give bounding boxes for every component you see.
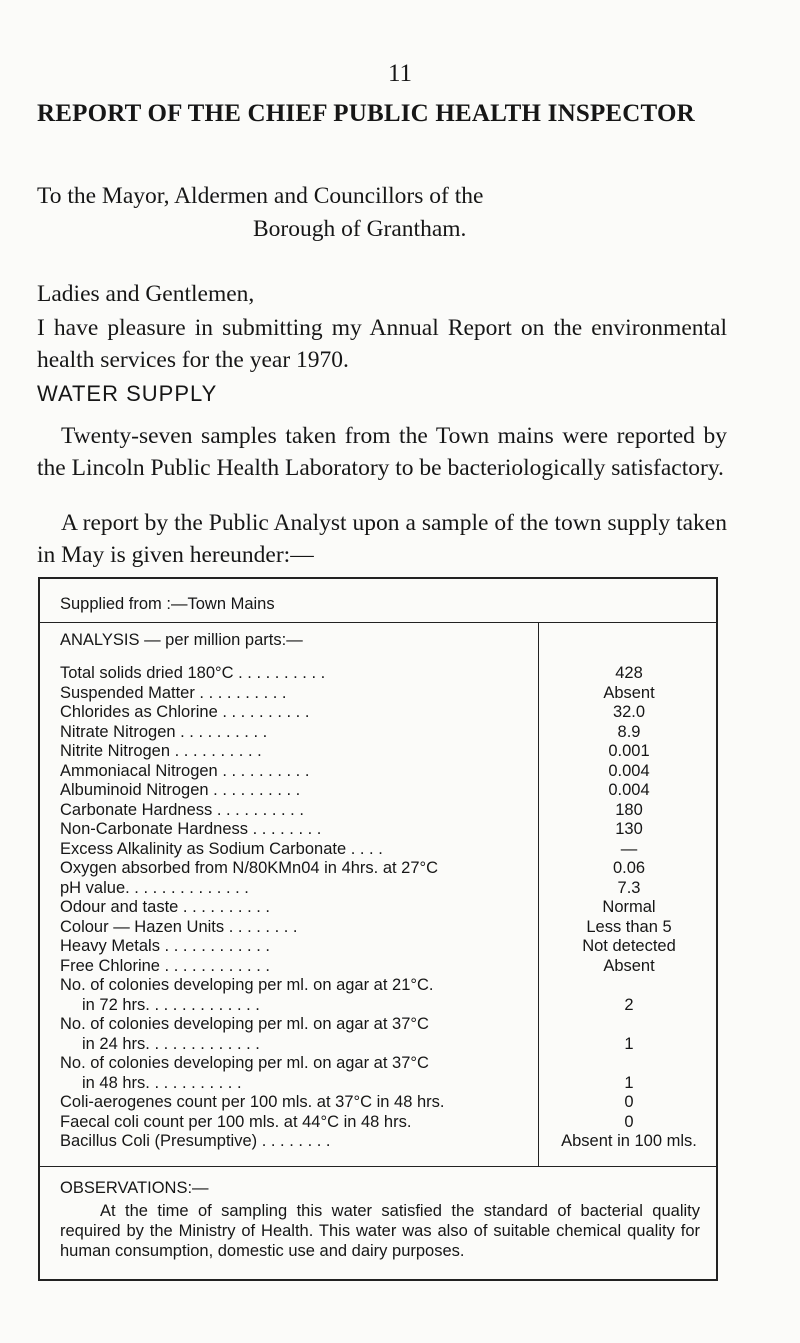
- supplied-from: Supplied from :—Town Mains: [60, 595, 275, 613]
- row-label: Free Chlorine . . . . . . . . . . . .: [60, 956, 270, 975]
- row-value: 2: [624, 995, 634, 1014]
- row-label: Chlorides as Chlorine . . . . . . . . . .: [60, 703, 310, 721]
- table-row: [60, 957, 720, 977]
- row-label-line: No. of colonies developing per ml. on agar at 37°C: [60, 1054, 429, 1072]
- table-row: [60, 1054, 720, 1093]
- row-value: 0: [624, 1112, 634, 1131]
- row-label: Total solids dried 180°C . . . . . . . . . .: [60, 664, 326, 682]
- row-label: Coli-aerogenes count per 100 mls. at 37°C in 48 hrs.: [60, 1093, 445, 1111]
- row-value: 0.004: [608, 761, 650, 780]
- analysis-heading: ANALYSIS — per million parts:—: [60, 631, 303, 649]
- table-row: [60, 684, 720, 704]
- row-value: 1: [624, 1073, 634, 1092]
- row-value: Not detected: [582, 937, 676, 955]
- observations-heading: OBSERVATIONS:—: [60, 1179, 209, 1197]
- row-label: [60, 1015, 538, 1054]
- row-value: Absent: [603, 683, 655, 702]
- row-label: pH value. . . . . . . . . . . . . .: [60, 878, 249, 897]
- table-row: [60, 1093, 720, 1113]
- table-row: [60, 937, 720, 957]
- page-number: 11: [387, 60, 413, 87]
- observations-text: At the time of sampling this water satisfied the standard of bacterial quality required by the Ministry of Health. This water was also of suitable chemical quality for human consumption, domestic use and dairy purposes.: [60, 1202, 700, 1260]
- row-label: Colour — Hazen Units . . . . . . . .: [60, 917, 298, 936]
- row-value: 8.9: [617, 722, 641, 741]
- table-row: [60, 1113, 720, 1133]
- table-row: [60, 742, 720, 762]
- table-row: [60, 1132, 720, 1152]
- table-row: [60, 1015, 720, 1054]
- row-value: Absent in 100 mls.: [561, 1132, 697, 1150]
- row-value: 0: [624, 1093, 634, 1111]
- table-row: [60, 781, 720, 801]
- row-label: Nitrate Nitrogen . . . . . . . . . .: [60, 722, 268, 741]
- table-row: [60, 801, 720, 821]
- row-value: 32.0: [612, 703, 646, 721]
- row-value: 428: [615, 664, 643, 682]
- row-value: Absent: [603, 956, 655, 975]
- analysis-table: [38, 577, 718, 1281]
- row-label-line: No. of colonies developing per ml. on agar at 21°C.: [60, 976, 434, 994]
- row-label-line: in 24 hrs. . . . . . . . . . . . .: [82, 1034, 260, 1053]
- addressee-line-1: To the Mayor, Aldermen and Councillors of the: [37, 183, 484, 209]
- row-label: Albuminoid Nitrogen . . . . . . . . . .: [60, 781, 301, 799]
- row-label: Faecal coli count per 100 mls. at 44°C in 48 hrs.: [60, 1112, 412, 1131]
- row-value: Normal: [602, 898, 656, 916]
- row-label: Bacillus Coli (Presumptive) . . . . . . . .: [60, 1132, 331, 1150]
- table-row: [60, 879, 720, 899]
- row-label: Oxygen absorbed from N/80KMn04 in 4hrs. at 27°C: [60, 859, 439, 877]
- table-row: [60, 723, 720, 743]
- row-label: [60, 1054, 538, 1093]
- intro-paragraph: I have pleasure in submitting my Annual Report on the environmental health services for the year 1970.: [37, 315, 727, 373]
- paragraph-analyst: A report by the Public Analyst upon a sample of the town supply taken in May is given hereunder:—: [37, 510, 727, 568]
- table-row: [60, 762, 720, 782]
- row-value: 1: [624, 1034, 634, 1053]
- table-row: [60, 976, 720, 1015]
- table-row: [60, 840, 720, 860]
- row-value: Less than 5: [586, 917, 672, 936]
- row-label: Suspended Matter . . . . . . . . . .: [60, 683, 287, 702]
- row-value: 0.004: [608, 781, 650, 799]
- table-row: [60, 918, 720, 938]
- section-heading: WATER SUPPLY: [37, 381, 218, 406]
- salutation: Ladies and Gentlemen,: [37, 281, 255, 307]
- analysis-rows: [60, 664, 720, 1152]
- page-title: REPORT OF THE CHIEF PUBLIC HEALTH INSPECTOR: [37, 100, 695, 127]
- table-row: [60, 703, 720, 723]
- row-label-line: in 72 hrs. . . . . . . . . . . . .: [82, 995, 260, 1014]
- table-divider-bottom: [40, 1166, 716, 1167]
- row-label: Non-Carbonate Hardness . . . . . . . .: [60, 820, 322, 838]
- row-label: Nitrite Nitrogen . . . . . . . . . .: [60, 742, 262, 760]
- table-row: [60, 820, 720, 840]
- row-label: Odour and taste . . . . . . . . . .: [60, 898, 271, 916]
- row-value: 7.3: [617, 878, 641, 897]
- row-label: Carbonate Hardness . . . . . . . . . .: [60, 800, 304, 819]
- row-value: 0.001: [608, 742, 650, 760]
- table-row: [60, 898, 720, 918]
- table-row: [60, 664, 720, 684]
- row-value: 0.06: [612, 859, 646, 877]
- row-label: [60, 976, 538, 1015]
- row-label: Ammoniacal Nitrogen . . . . . . . . . .: [60, 761, 310, 780]
- row-value: 180: [615, 800, 643, 819]
- paragraph-samples: Twenty-seven samples taken from the Town mains were reported by the Lincoln Public Health Laboratory to be bacteriologically satisfactory.: [37, 423, 727, 481]
- addressee-line-2: Borough of Grantham.: [253, 216, 467, 242]
- row-label-line: in 48 hrs. . . . . . . . . . .: [82, 1073, 242, 1092]
- row-label: Excess Alkalinity as Sodium Carbonate . . . .: [60, 839, 383, 858]
- row-label-line: No. of colonies developing per ml. on agar at 37°C: [60, 1015, 429, 1033]
- table-divider-top: [40, 622, 716, 623]
- row-label: Heavy Metals . . . . . . . . . . . .: [60, 937, 270, 955]
- table-row: [60, 859, 720, 879]
- row-value: 130: [615, 820, 643, 838]
- row-value: —: [620, 839, 638, 858]
